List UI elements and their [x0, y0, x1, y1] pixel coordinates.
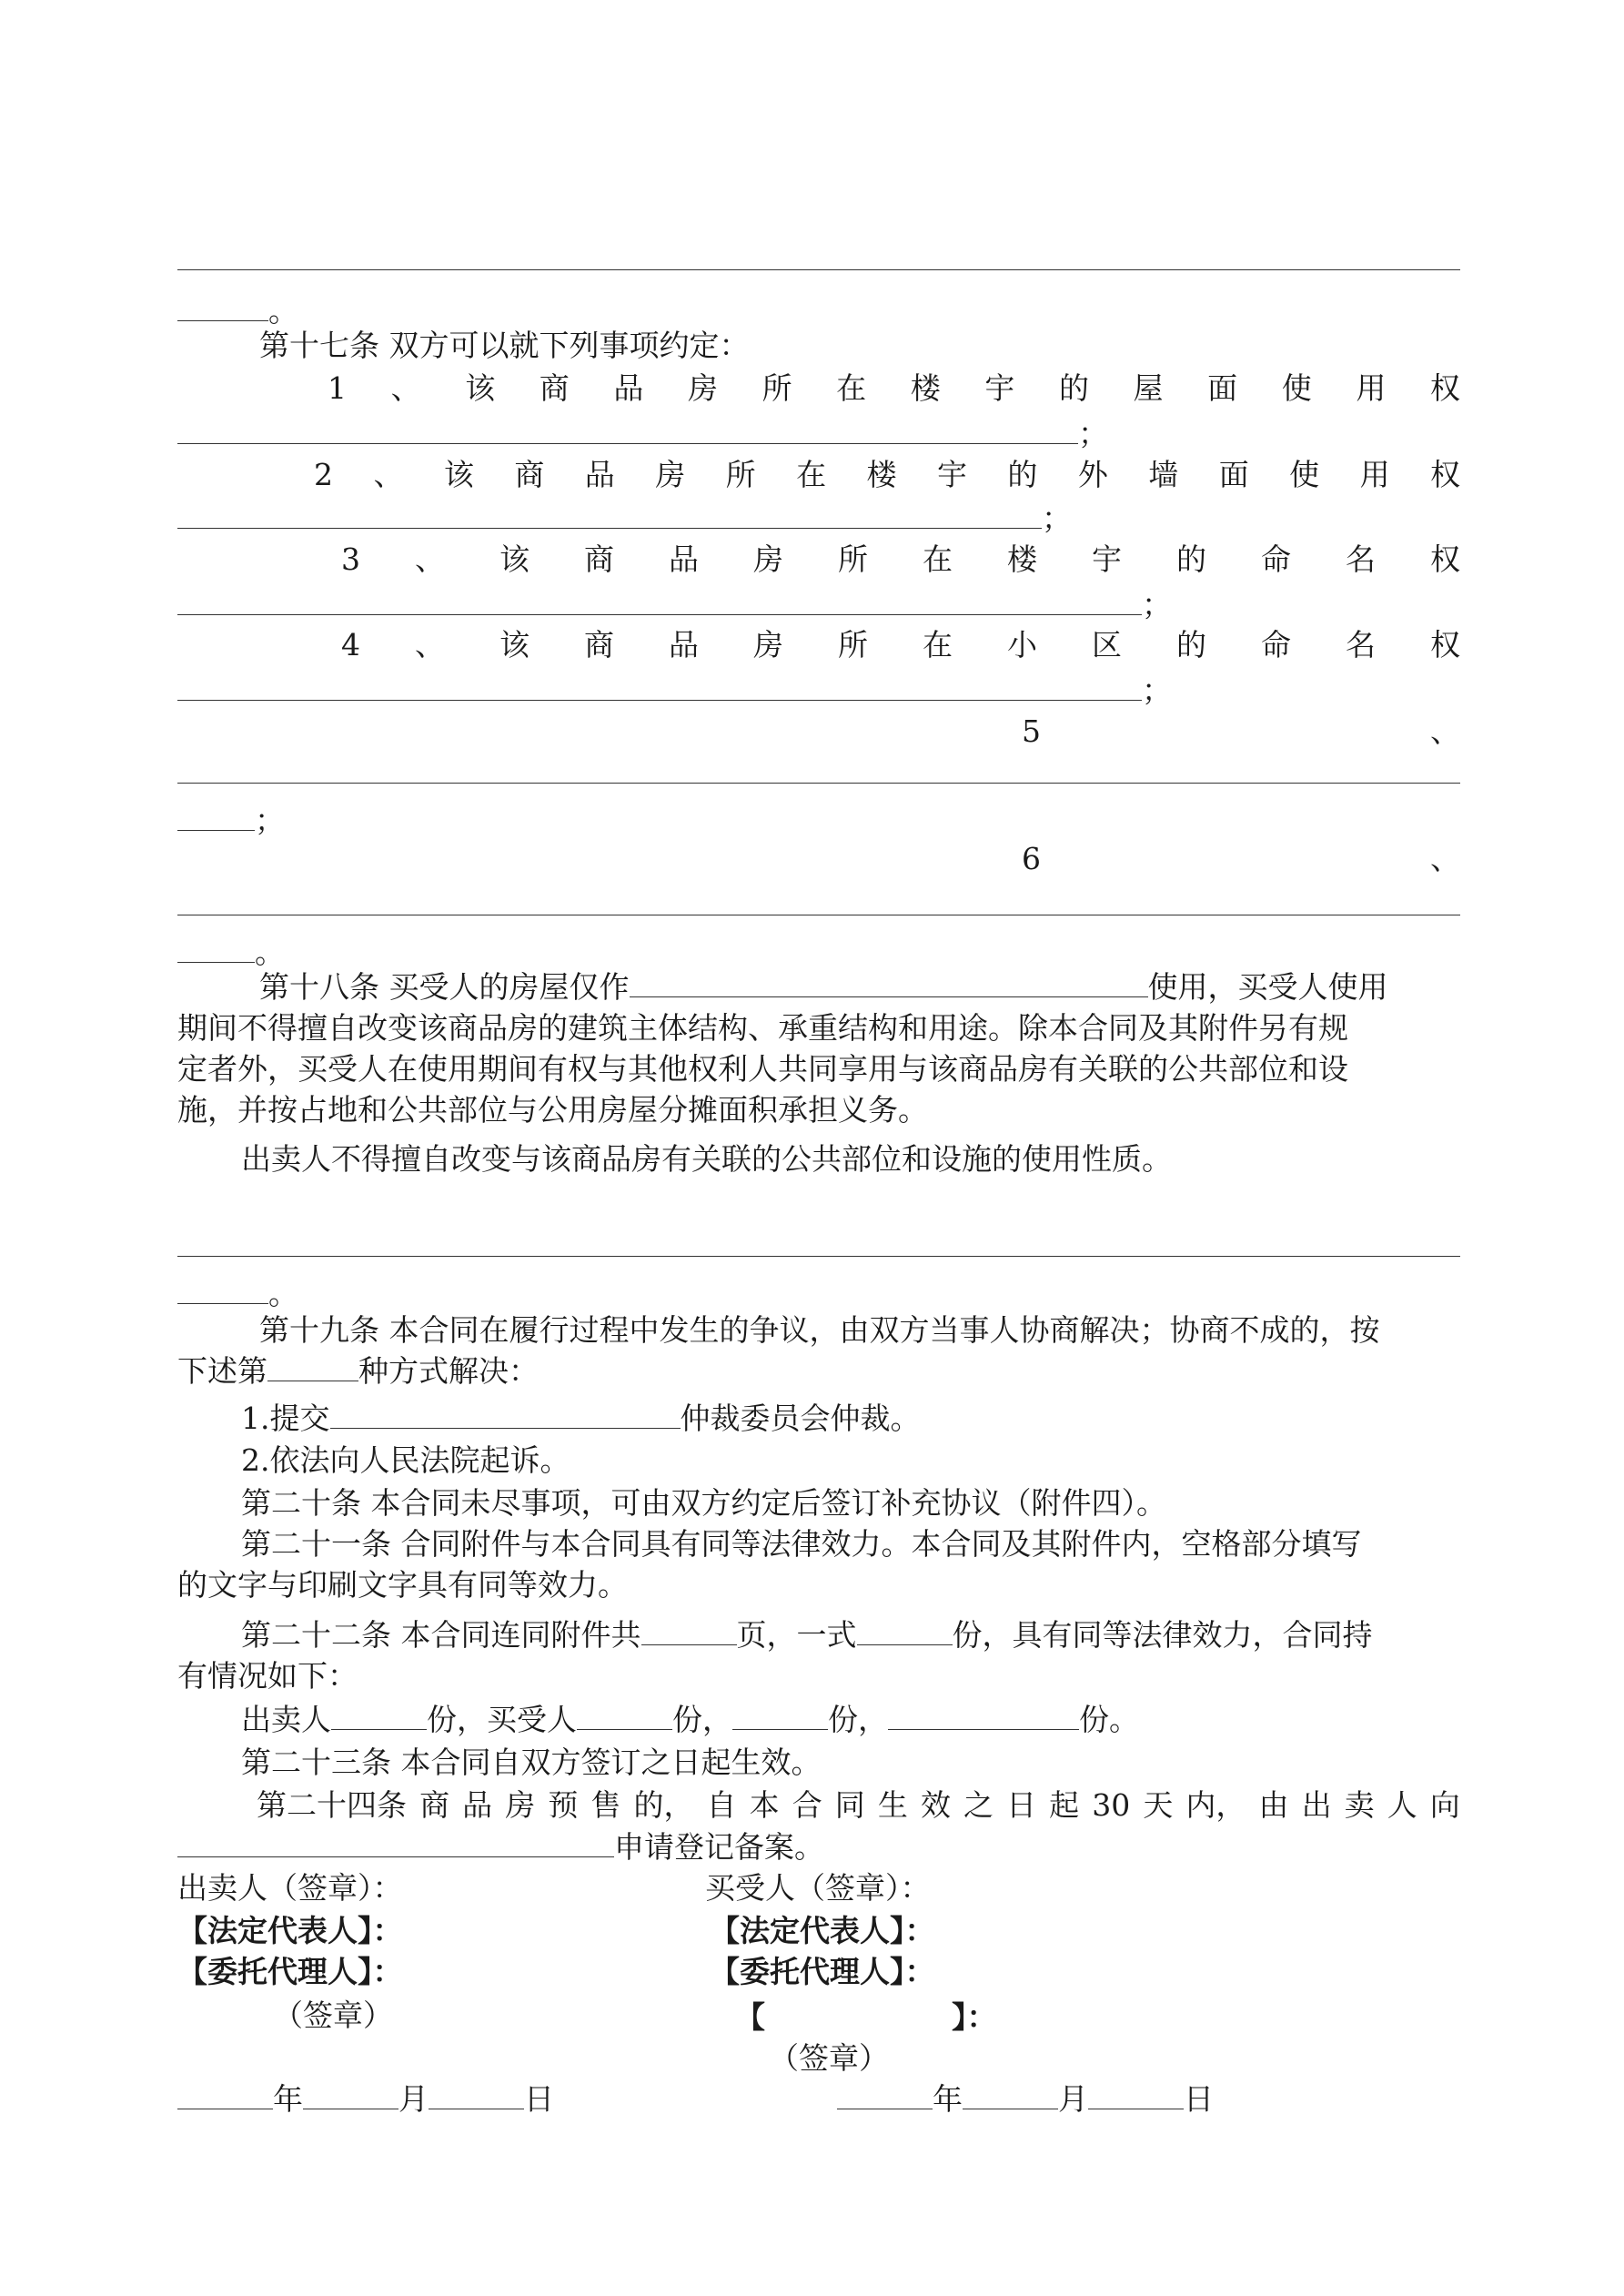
- seller-legal-rep: 【法定代表人】：: [177, 1913, 403, 1948]
- blank-rule: [177, 1256, 1460, 1257]
- blank-field[interactable]: [177, 1276, 268, 1304]
- buyer-date: 年 月 日: [837, 2079, 1214, 2119]
- art17-item-6-num: 6: [1022, 841, 1041, 876]
- article-23: 第二十三条 本合同自双方签订之日起生效。: [241, 1745, 822, 1780]
- registry-blank[interactable]: [177, 1829, 614, 1857]
- article-24-line-2: 申请登记备案。: [177, 1827, 824, 1867]
- art17-item-4: 4 、 该 商 品 房 所 在 小 区 的 命 名 权: [341, 627, 1460, 663]
- art17-item-5-num: 5: [1022, 713, 1041, 749]
- article-21-line-1: 第二十一条 合同附件与本合同具有同等法律效力。本合同及其附件内，空格部分填写: [241, 1526, 1362, 1562]
- continuation-line-2: 。: [177, 1274, 298, 1314]
- art17-item-4-blank: ；: [177, 671, 1172, 711]
- art17-item-5-blank: ；: [177, 801, 285, 841]
- article-18-para-2: 出卖人不得擅自改变与该商品房有关联的公共部位和设施的使用性质。: [241, 1141, 1172, 1177]
- article-24-line-1: 第二十四条 商 品 房 预 售 的， 自 本 合 同 生 效 之 日 起 30 天 内， 由 出 卖 人 向: [257, 1787, 1460, 1823]
- art17-item-2: 2 、 该 商 品 房 所 在 楼 宇 的 外 墙 面 使 用 权: [314, 457, 1460, 492]
- article-21-line-2: 的文字与印刷文字具有同等效力。: [177, 1567, 628, 1603]
- buyer-copies-blank[interactable]: [577, 1702, 672, 1730]
- article-19-line-1: 第十九条 本合同在履行过程中发生的争议，由双方当事人协商解决；协商不成的，按: [259, 1312, 1380, 1348]
- seller-date: 年 月 日: [177, 2079, 554, 2119]
- article-22-line-2: 有情况如下：: [177, 1658, 358, 1694]
- blank-rule-top: [177, 269, 1460, 270]
- method-blank[interactable]: [267, 1353, 358, 1381]
- art17-item-6-blank: 。: [177, 933, 285, 973]
- buyer-month-blank[interactable]: [963, 2081, 1058, 2109]
- buyer-extra-bracket: 【 】：: [735, 1999, 997, 2035]
- article-18-line-2: 期间不得擅自改变该商品房的建筑主体结构、承重结构和用途。除本合同及其附件另有规: [177, 1010, 1348, 1046]
- arbitration-blank[interactable]: [330, 1401, 681, 1429]
- article-18-line-3: 定者外，买受人在使用期间有权与其他权利人共同享用与该商品房有关联的公共部位和设: [177, 1051, 1348, 1087]
- blank-field[interactable]: [177, 803, 255, 831]
- art17-item-6-sep: 、: [1430, 841, 1460, 876]
- blank-field[interactable]: [177, 935, 255, 963]
- article-19-option-1: 1.提交 仲裁委员会仲裁。: [241, 1401, 921, 1436]
- art17-item-3-blank: ；: [177, 585, 1172, 625]
- buyer-year-blank[interactable]: [837, 2081, 933, 2109]
- blank-field[interactable]: [177, 673, 1142, 701]
- art17-item-2-blank: ；: [177, 499, 1072, 539]
- buyer-agent: 【委托代理人】：: [710, 1954, 935, 1989]
- blank-field[interactable]: [177, 501, 1042, 529]
- usage-blank[interactable]: [630, 969, 1148, 997]
- article-17-title: 第十七条 双方可以就下列事项约定：: [259, 328, 750, 363]
- article-20: 第二十条 本合同未尽事项，可由双方约定后签订补充协议（附件四）。: [241, 1485, 1166, 1521]
- seller-copies-blank[interactable]: [331, 1702, 427, 1730]
- copies-line: 出卖人 份，买受人 份， 份， 份。: [241, 1702, 1139, 1737]
- other-copies-blank[interactable]: [732, 1702, 828, 1730]
- blank-field[interactable]: [177, 293, 268, 321]
- article-18-line-1: 第十八条 买受人的房屋仅作 使用，买受人使用: [259, 969, 1388, 1005]
- buyer-legal-rep: 【法定代表人】：: [710, 1913, 935, 1948]
- article-19-line-2: 下述第 种方式解决：: [177, 1353, 539, 1389]
- art17-item-3: 3 、 该 商 品 房 所 在 楼 宇 的 命 名 权: [341, 541, 1460, 577]
- article-18-line-4: 施，并按占地和公共部位与公用房屋分摊面积承担义务。: [177, 1092, 928, 1128]
- copies-blank[interactable]: [857, 1617, 953, 1645]
- blank-field[interactable]: [177, 587, 1142, 615]
- seller-month-blank[interactable]: [303, 2081, 398, 2109]
- article-22-line-1: 第二十二条 本合同连同附件共 页，一式 份，具有同等法律效力，合同持: [241, 1617, 1373, 1653]
- art17-item-5-sep: 、: [1430, 713, 1460, 749]
- blank-field[interactable]: [177, 416, 1078, 444]
- seller-agent: 【委托代理人】：: [177, 1954, 403, 1989]
- article-19-option-2: 2.依法向人民法院起诉。: [241, 1442, 570, 1478]
- blank-rule: [177, 783, 1460, 784]
- seller-signature-label: 出卖人（签章）：: [177, 1870, 403, 1906]
- other-copies-blank-2[interactable]: [888, 1702, 1079, 1730]
- buyer-signature-label: 买受人（签章）：: [705, 1870, 931, 1906]
- seller-seal: （签章）: [273, 1998, 393, 2033]
- continuation-line-1: 。: [177, 291, 298, 331]
- pages-blank[interactable]: [641, 1617, 737, 1645]
- buyer-day-blank[interactable]: [1088, 2081, 1184, 2109]
- buyer-seal: （签章）: [769, 2040, 889, 2076]
- art17-item-1: 1 、 该 商 品 房 所 在 楼 宇 的 屋 面 使 用 权: [328, 370, 1460, 406]
- seller-day-blank[interactable]: [429, 2081, 524, 2109]
- seller-year-blank[interactable]: [177, 2081, 273, 2109]
- art17-item-1-blank: ；: [177, 414, 1108, 454]
